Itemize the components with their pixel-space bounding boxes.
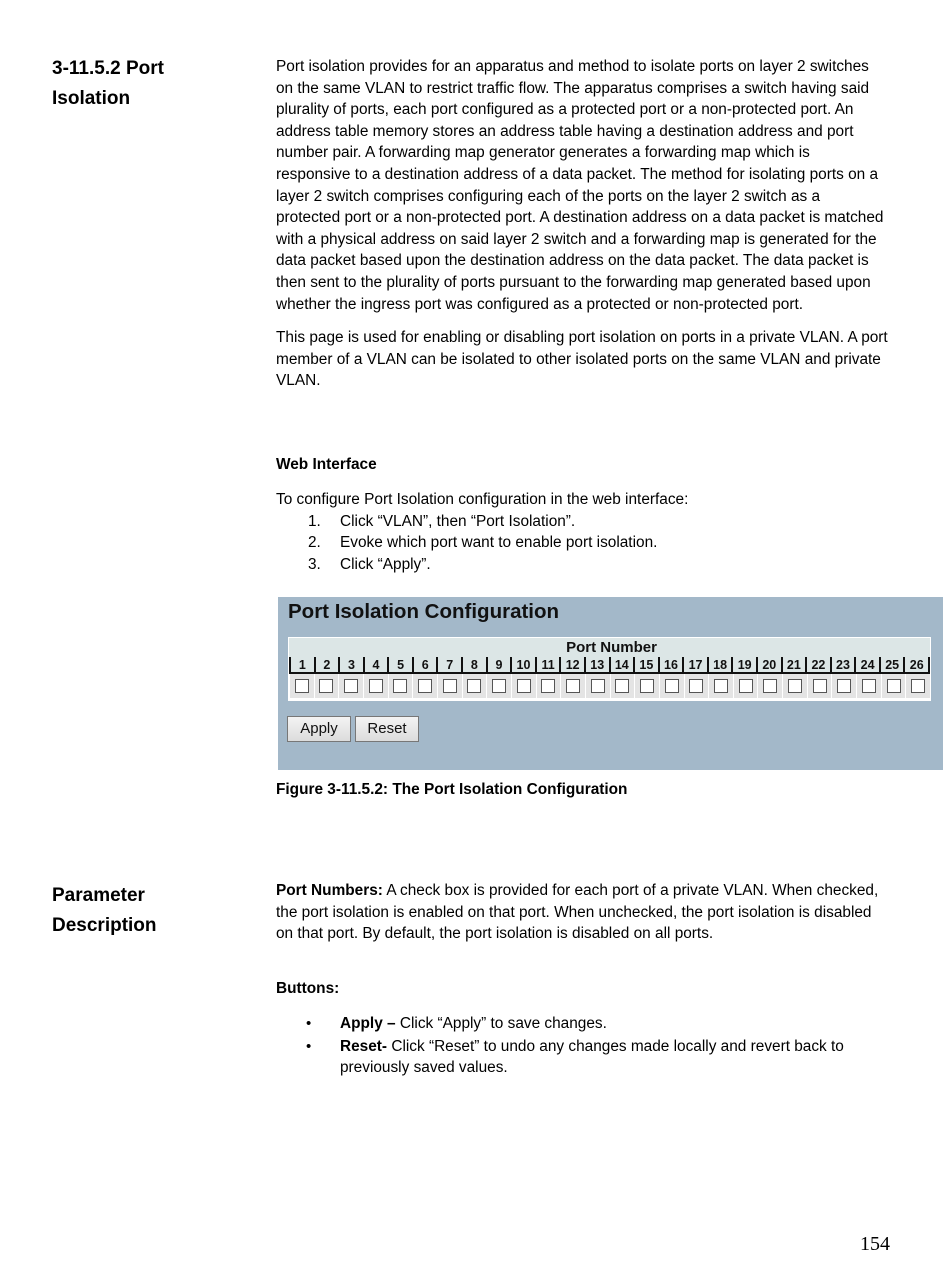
step-number: 1.	[308, 512, 321, 530]
port-numbers-paragraph	[276, 880, 888, 945]
step-number: 2.	[308, 534, 321, 552]
port-number-cell: 6	[412, 657, 437, 672]
port-checkbox-row	[289, 674, 930, 698]
port-isolation-checkbox[interactable]	[591, 679, 605, 693]
intro-paragraph-2: This page is used for enabling or disabling port isolation on ports in a private VLAN. A port member of a VLAN can be isolated to other isolated ports on the same VLAN and private VLAN.	[276, 329, 888, 390]
screenshot-title: Port Isolation Configuration	[288, 600, 560, 623]
parameter-heading-line1: Parameter	[52, 885, 145, 906]
port-checkbox-cell	[881, 674, 906, 698]
port-isolation-checkbox[interactable]	[837, 679, 851, 693]
steps-intro-text: To configure Port Isolation configuration in the web interface:	[276, 491, 689, 508]
parameter-heading-line2: Description	[52, 915, 157, 936]
parameter-heading	[52, 881, 252, 941]
port-isolation-screenshot	[278, 597, 943, 770]
port-isolation-checkbox[interactable]	[492, 679, 506, 693]
port-checkbox-cell	[412, 674, 437, 698]
port-checkbox-cell	[782, 674, 807, 698]
step-item	[308, 511, 888, 533]
port-number-cell: 11	[535, 657, 560, 672]
port-number-cell: 12	[559, 657, 584, 672]
port-number-cell: 15	[633, 657, 658, 672]
port-number-cell: 14	[609, 657, 634, 672]
port-checkbox-cell	[289, 674, 314, 698]
port-number-cell: 17	[682, 657, 707, 672]
port-number-row	[289, 657, 930, 674]
port-checkbox-cell	[659, 674, 684, 698]
port-number-header: Port Number	[289, 638, 930, 657]
steps-block	[276, 489, 888, 575]
port-isolation-checkbox[interactable]	[689, 679, 703, 693]
port-isolation-checkbox[interactable]	[517, 679, 531, 693]
port-number-table	[288, 637, 931, 701]
port-number-cell: 24	[854, 657, 879, 672]
button-desc-label: Apply –	[340, 1015, 396, 1032]
step-text: Evoke which port want to enable port isolation.	[340, 534, 658, 552]
port-isolation-checkbox[interactable]	[788, 679, 802, 693]
button-desc-text	[340, 1036, 886, 1079]
port-number-cell: 25	[879, 657, 904, 672]
port-checkbox-cell	[807, 674, 832, 698]
port-checkbox-cell	[585, 674, 610, 698]
port-number-cell: 18	[707, 657, 732, 672]
port-isolation-checkbox[interactable]	[615, 679, 629, 693]
port-number-cell: 19	[731, 657, 756, 672]
port-number-cell: 5	[387, 657, 412, 672]
port-number-cell: 13	[584, 657, 609, 672]
section-heading	[52, 54, 252, 114]
port-number-cell: 22	[805, 657, 830, 672]
port-checkbox-cell	[856, 674, 881, 698]
port-isolation-checkbox[interactable]	[467, 679, 481, 693]
port-isolation-checkbox[interactable]	[344, 679, 358, 693]
bullet: •	[306, 1037, 312, 1055]
port-checkbox-cell	[388, 674, 413, 698]
port-isolation-checkbox[interactable]	[418, 679, 432, 693]
port-isolation-checkbox[interactable]	[887, 679, 901, 693]
port-checkbox-cell	[511, 674, 536, 698]
port-isolation-checkbox[interactable]	[393, 679, 407, 693]
port-checkbox-cell	[905, 674, 930, 698]
port-number-cell: 7	[436, 657, 461, 672]
section-heading-line1: 3-11.5.2 Port	[52, 58, 164, 79]
reset-button[interactable]: Reset	[355, 716, 419, 742]
port-isolation-checkbox[interactable]	[763, 679, 777, 693]
port-number-cell: 2	[314, 657, 339, 672]
port-checkbox-cell	[486, 674, 511, 698]
intro-text	[276, 56, 888, 392]
port-isolation-checkbox[interactable]	[369, 679, 383, 693]
bullet: •	[306, 1015, 312, 1032]
step-text: Click “VLAN”, then “Port Isolation”.	[340, 512, 576, 530]
port-checkbox-cell	[708, 674, 733, 698]
port-isolation-checkbox[interactable]	[665, 679, 679, 693]
port-number-cell: 16	[658, 657, 683, 672]
steps-list	[308, 511, 888, 576]
page-number: 154	[860, 1233, 890, 1255]
button-desc-item	[306, 1036, 886, 1079]
buttons-list	[306, 1013, 886, 1080]
port-number-cell: 23	[830, 657, 855, 672]
figure-caption: Figure 3-11.5.2: The Port Isolation Configuration	[276, 781, 628, 798]
port-isolation-checkbox[interactable]	[541, 679, 555, 693]
web-interface-heading: Web Interface	[276, 456, 377, 473]
port-checkbox-cell	[733, 674, 758, 698]
port-checkbox-cell	[634, 674, 659, 698]
port-number-cell: 10	[510, 657, 535, 672]
port-isolation-checkbox[interactable]	[319, 679, 333, 693]
port-checkbox-cell	[437, 674, 462, 698]
button-desc-item	[306, 1013, 886, 1035]
intro-paragraph-1: Port isolation provides for an apparatus and method to isolate ports on layer 2 switches on the same VLAN to restrict traffic flow. The apparatus comprises a switch having said plurality of ports, each port configured as a protected port or a non-protected port. An address table memory stores an address table having a destination address and port number pair. A forwarding map generator generates a forwarding map which is responsive to a destination address of a data packet. The method for isolating ports on a layer 2 switch comprises configuring each of the ports on the layer 2 switch as a protected port or a non-protected port. A destination address on a data packet is matched with a physical address on said layer 2 switch and a forwarding map is generated for the data packet based upon the destination address on the data packet. The data packet is then sent to the plurality of ports pursuant to the forwarding map generated based upon whether the ingress port was configured as a protected or non-protected port.	[276, 58, 884, 313]
port-checkbox-cell	[338, 674, 363, 698]
port-number-cell: 20	[756, 657, 781, 672]
section-heading-line2: Isolation	[52, 88, 131, 109]
button-desc-label: Reset-	[340, 1037, 388, 1055]
port-number-cell: 26	[903, 657, 930, 672]
port-checkbox-cell	[831, 674, 856, 698]
port-isolation-checkbox[interactable]	[714, 679, 728, 693]
port-isolation-checkbox[interactable]	[295, 679, 309, 693]
port-isolation-checkbox[interactable]	[911, 679, 925, 693]
port-isolation-checkbox[interactable]	[443, 679, 457, 693]
port-checkbox-cell	[757, 674, 782, 698]
step-item	[308, 554, 888, 576]
step-number: 3.	[308, 555, 321, 573]
port-checkbox-cell	[536, 674, 561, 698]
buttons-heading: Buttons:	[276, 980, 340, 997]
port-numbers-description	[276, 880, 888, 945]
port-numbers-label: Port Numbers:	[276, 882, 383, 899]
port-isolation-checkbox[interactable]	[739, 679, 753, 693]
port-isolation-checkbox[interactable]	[862, 679, 876, 693]
button-desc-body: Click “Apply” to save changes.	[395, 1015, 607, 1032]
step-text: Click “Apply”.	[340, 555, 431, 573]
port-number-cell: 9	[486, 657, 511, 672]
step-item	[308, 532, 888, 554]
port-number-cell: 4	[363, 657, 388, 672]
port-number-cell: 8	[461, 657, 486, 672]
port-numbers-text: A check box is provided for each port of a private VLAN. When checked, the port isolation is enabled on that port. When unchecked, the port isolation is disabled on that port. By default, the port isolation is disabled on all ports.	[276, 882, 879, 943]
button-desc-body: Click “Reset” to undo any changes made locally and revert back to previously saved values.	[340, 1037, 844, 1077]
port-isolation-checkbox[interactable]	[640, 679, 654, 693]
port-checkbox-cell	[314, 674, 339, 698]
port-checkbox-cell	[684, 674, 709, 698]
port-isolation-checkbox[interactable]	[813, 679, 827, 693]
port-number-cell: 3	[338, 657, 363, 672]
port-checkbox-cell	[462, 674, 487, 698]
port-checkbox-cell	[560, 674, 585, 698]
port-isolation-checkbox[interactable]	[566, 679, 580, 693]
button-desc-text	[340, 1013, 886, 1035]
port-checkbox-cell	[363, 674, 388, 698]
apply-button[interactable]: Apply	[287, 716, 351, 742]
port-number-cell: 21	[781, 657, 806, 672]
port-checkbox-cell	[610, 674, 635, 698]
port-number-cell: 1	[289, 657, 314, 672]
